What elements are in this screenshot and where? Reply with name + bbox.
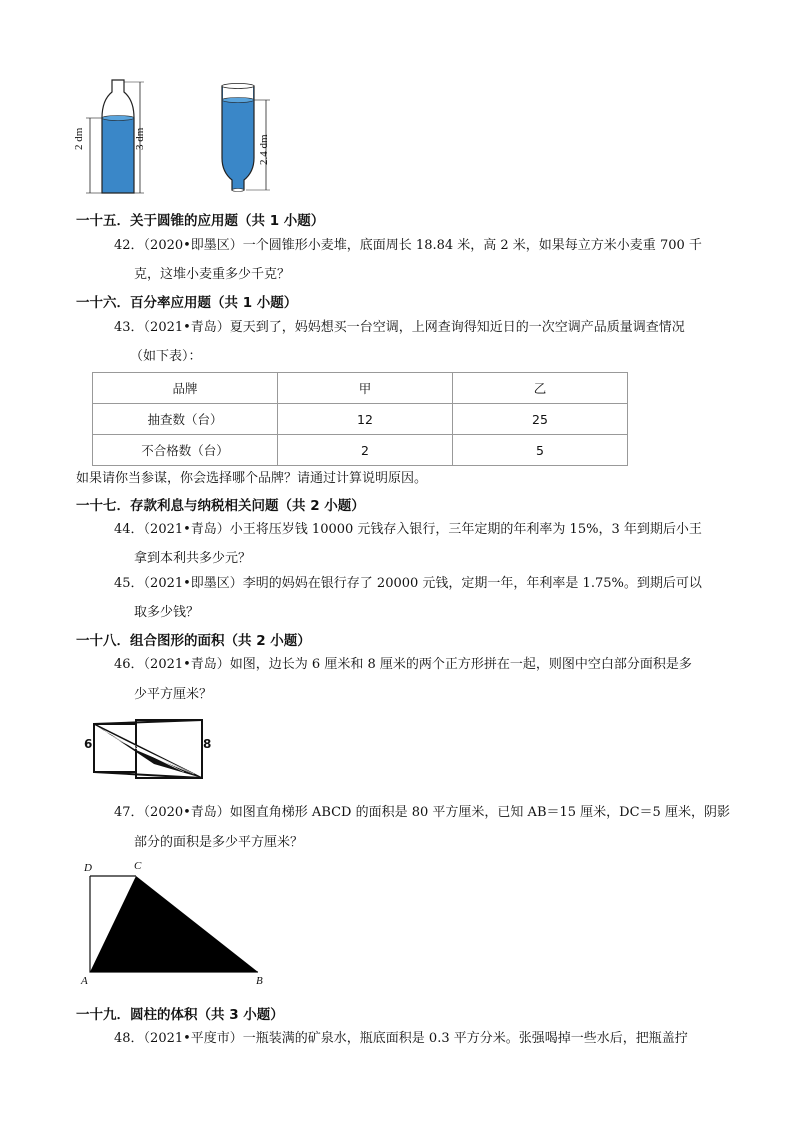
vertex-label-A: A (81, 975, 88, 987)
section-title-16: 一十六．百分率应用题（共 1 小题） (76, 295, 298, 311)
question-42-line1: 42．（2020•即墨区）一个圆锥形小麦堆，底面周长 18.84 米，高 2 米，如果每立方米小麦重 700 千 (114, 238, 702, 253)
vertex-label-D: D (84, 862, 92, 874)
table-header: 乙 (453, 373, 628, 404)
table-header-row (93, 373, 628, 404)
two-squares-figure (84, 714, 214, 786)
vertex-label-B: B (256, 975, 263, 987)
question-46-line1: 46．（2021•青岛）如图，边长为 6 厘米和 8 厘米的两个正方形拼在一起，则图中空白部分面积是多 (114, 657, 692, 672)
table-row (93, 404, 628, 435)
question-47-line1: 47．（2020•青岛）如图直角梯形 ABCD 的面积是 80 平方厘米，已知 AB＝15 厘米，DC＝5 厘米，阴影 (114, 805, 730, 820)
table-header: 甲 (278, 373, 453, 404)
table-cell: 抽查数（台） (93, 404, 278, 435)
table-cell: 5 (453, 435, 628, 466)
section-title-19: 一十九．圆柱的体积（共 3 小题） (76, 1007, 284, 1023)
question-46-line2: 少平方厘米？ (134, 687, 213, 702)
table-cell: 12 (278, 404, 453, 435)
question-45-line2: 取多少钱？ (134, 605, 200, 620)
bottle-label-2.4dm: 2.4 dm (258, 134, 270, 165)
question-45-line1: 45．（2021•即墨区）李明的妈妈在银行存了 20000 元钱，定期一年，年利率是 1.75%。到期后可以 (114, 576, 702, 591)
bottle-figure (78, 78, 288, 200)
table-cell: 不合格数（台） (93, 435, 278, 466)
bottle-label-2dm: 2 dm (73, 127, 85, 150)
survey-table (92, 372, 628, 466)
table-cell: 2 (278, 435, 453, 466)
section-title-18: 一十八．组合图形的面积（共 2 小题） (76, 633, 311, 649)
bottle-label-3dm: 3 dm (134, 127, 146, 150)
question-43-line1: 43．（2021•青岛）夏天到了，妈妈想买一台空调，上网查询得知近日的一次空调产品质量调查情况 (114, 320, 685, 335)
section-title-17: 一十七．存款利息与纳税相关问题（共 2 小题） (76, 498, 365, 514)
fig-label-6: 6 (84, 737, 93, 751)
question-43-line2: （如下表）： (130, 349, 202, 364)
question-44-line1: 44．（2021•青岛）小王将压岁钱 10000 元钱存入银行，三年定期的年利率为 15%，3 年到期后小王 (114, 522, 702, 537)
table-row (93, 435, 628, 466)
table-cell: 25 (453, 404, 628, 435)
section-title-15: 一十五．关于圆锥的应用题（共 1 小题） (76, 213, 325, 229)
vertex-label-C: C (134, 860, 142, 872)
table-header: 品牌 (93, 373, 278, 404)
question-42-line2: 克，这堆小麦重多少千克？ (134, 267, 291, 282)
fig-label-8: 8 (203, 737, 212, 751)
question-47-line2: 部分的面积是多少平方厘米？ (134, 835, 304, 850)
question-43-followup: 如果请你当参谋，你会选择哪个品牌？请通过计算说明原因。 (76, 471, 428, 486)
question-48-line1: 48．（2021•平度市）一瓶装满的矿泉水，瓶底面积是 0.3 平方分米。张强喝掉一些水后，把瓶盖拧 (114, 1031, 688, 1046)
trapezoid-figure (80, 858, 270, 988)
question-44-line2: 拿到本利共多少元？ (134, 551, 252, 566)
